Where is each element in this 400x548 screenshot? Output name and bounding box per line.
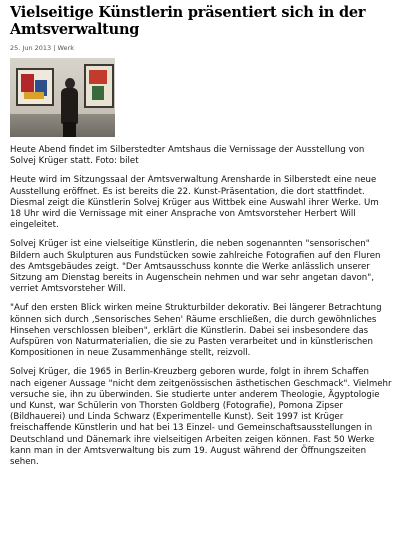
photo-caption: Heute Abend findet im Silberstedter Amtshaus die Vernissage der Ausstellung von Solvej Krüger statt. Foto: bilet — [10, 145, 365, 167]
article-photo[interactable] — [10, 58, 115, 137]
painting-right — [84, 64, 114, 108]
painting-left — [16, 68, 54, 106]
headline: Vielseitige Künstlerin präsentiert sich in der Amtsverwaltung — [10, 4, 366, 38]
person-body — [61, 88, 78, 124]
paragraph-1: Heute wird im Sitzungssaal der Amtsverwaltung Arensharde in Silberstedt eine neue Ausstellung eröffnet. Es ist bereits die 22. Kunst-Präsentation, die dort stattfindet. Diesmal zeigt die Künstlerin Solvej Krüger aus Wittbek eine Auswahl ihrer Werke. Um 18 Uhr wird die Vernissage mit einer Ansprache von Amtsvorsteher Herbert Will eingeleitet. — [10, 175, 379, 231]
article-meta: 25. Jun 2013 | Werk — [10, 44, 74, 52]
paragraph-2: Solvej Krüger ist eine vielseitige Künstlerin, die neben sogenannten "sensorischen" Bildern auch Skulpturen aus Fundstücken sowie zahlreiche Fotografien auf den Fluren des Amtsgebäudes zeigt. "Der Amtsausschuss konnte die Werke anlässlich unserer Sitzung am Dienstag bereits in Augenschein nehmen und war sehr angetan davon", verriet Amtsvorsteher Will. — [10, 239, 381, 295]
person-legs — [63, 122, 76, 137]
paragraph-4: Solvej Krüger, die 1965 in Berlin-Kreuzberg geboren wurde, folgt in ihrem Schaffen nach eigener Aussage "nicht dem zeitgenössischen ästhetischen Geschmack". Vielmehr versuche sie, ihn zu überwinden. Sie studierte unter anderem Theologie, Ägyptologie und Kunst, war Schülerin von Thorsten Goldberg (Fotografie), Pomona Zipser (Bildhauerei) und Linda Schwarz (Experimentelle Kunst). Seit 1997 ist Krüger freischaffende Künstlerin und hat bei 13 Einzel- und Gemeinschaftsausstellungen in Deutschland und Dänemark ihre vielseitigen Arbeiten zeigen können. Fast 50 Werke kann man in der Amtsverwaltung bis zum 19. August während der Öffnungszeiten sehen. — [10, 367, 392, 468]
paragraph-3: "Auf den ersten Blick wirken meine Strukturbilder dekorativ. Bei längerer Betrachtung können sich durch ‚Sensorisches Sehen' Räume erschließen, die durch gewöhnliches Hinsehen verschlossen bleiben", erklärt die Künstlerin. Dabei sei insbesondere das Aufspüren von Naturmaterialien, die sie zu Pasten verarbeitet und in künstlerischen Kompositionen in neue Zusammenhänge stellt, reizvoll. — [10, 303, 382, 359]
